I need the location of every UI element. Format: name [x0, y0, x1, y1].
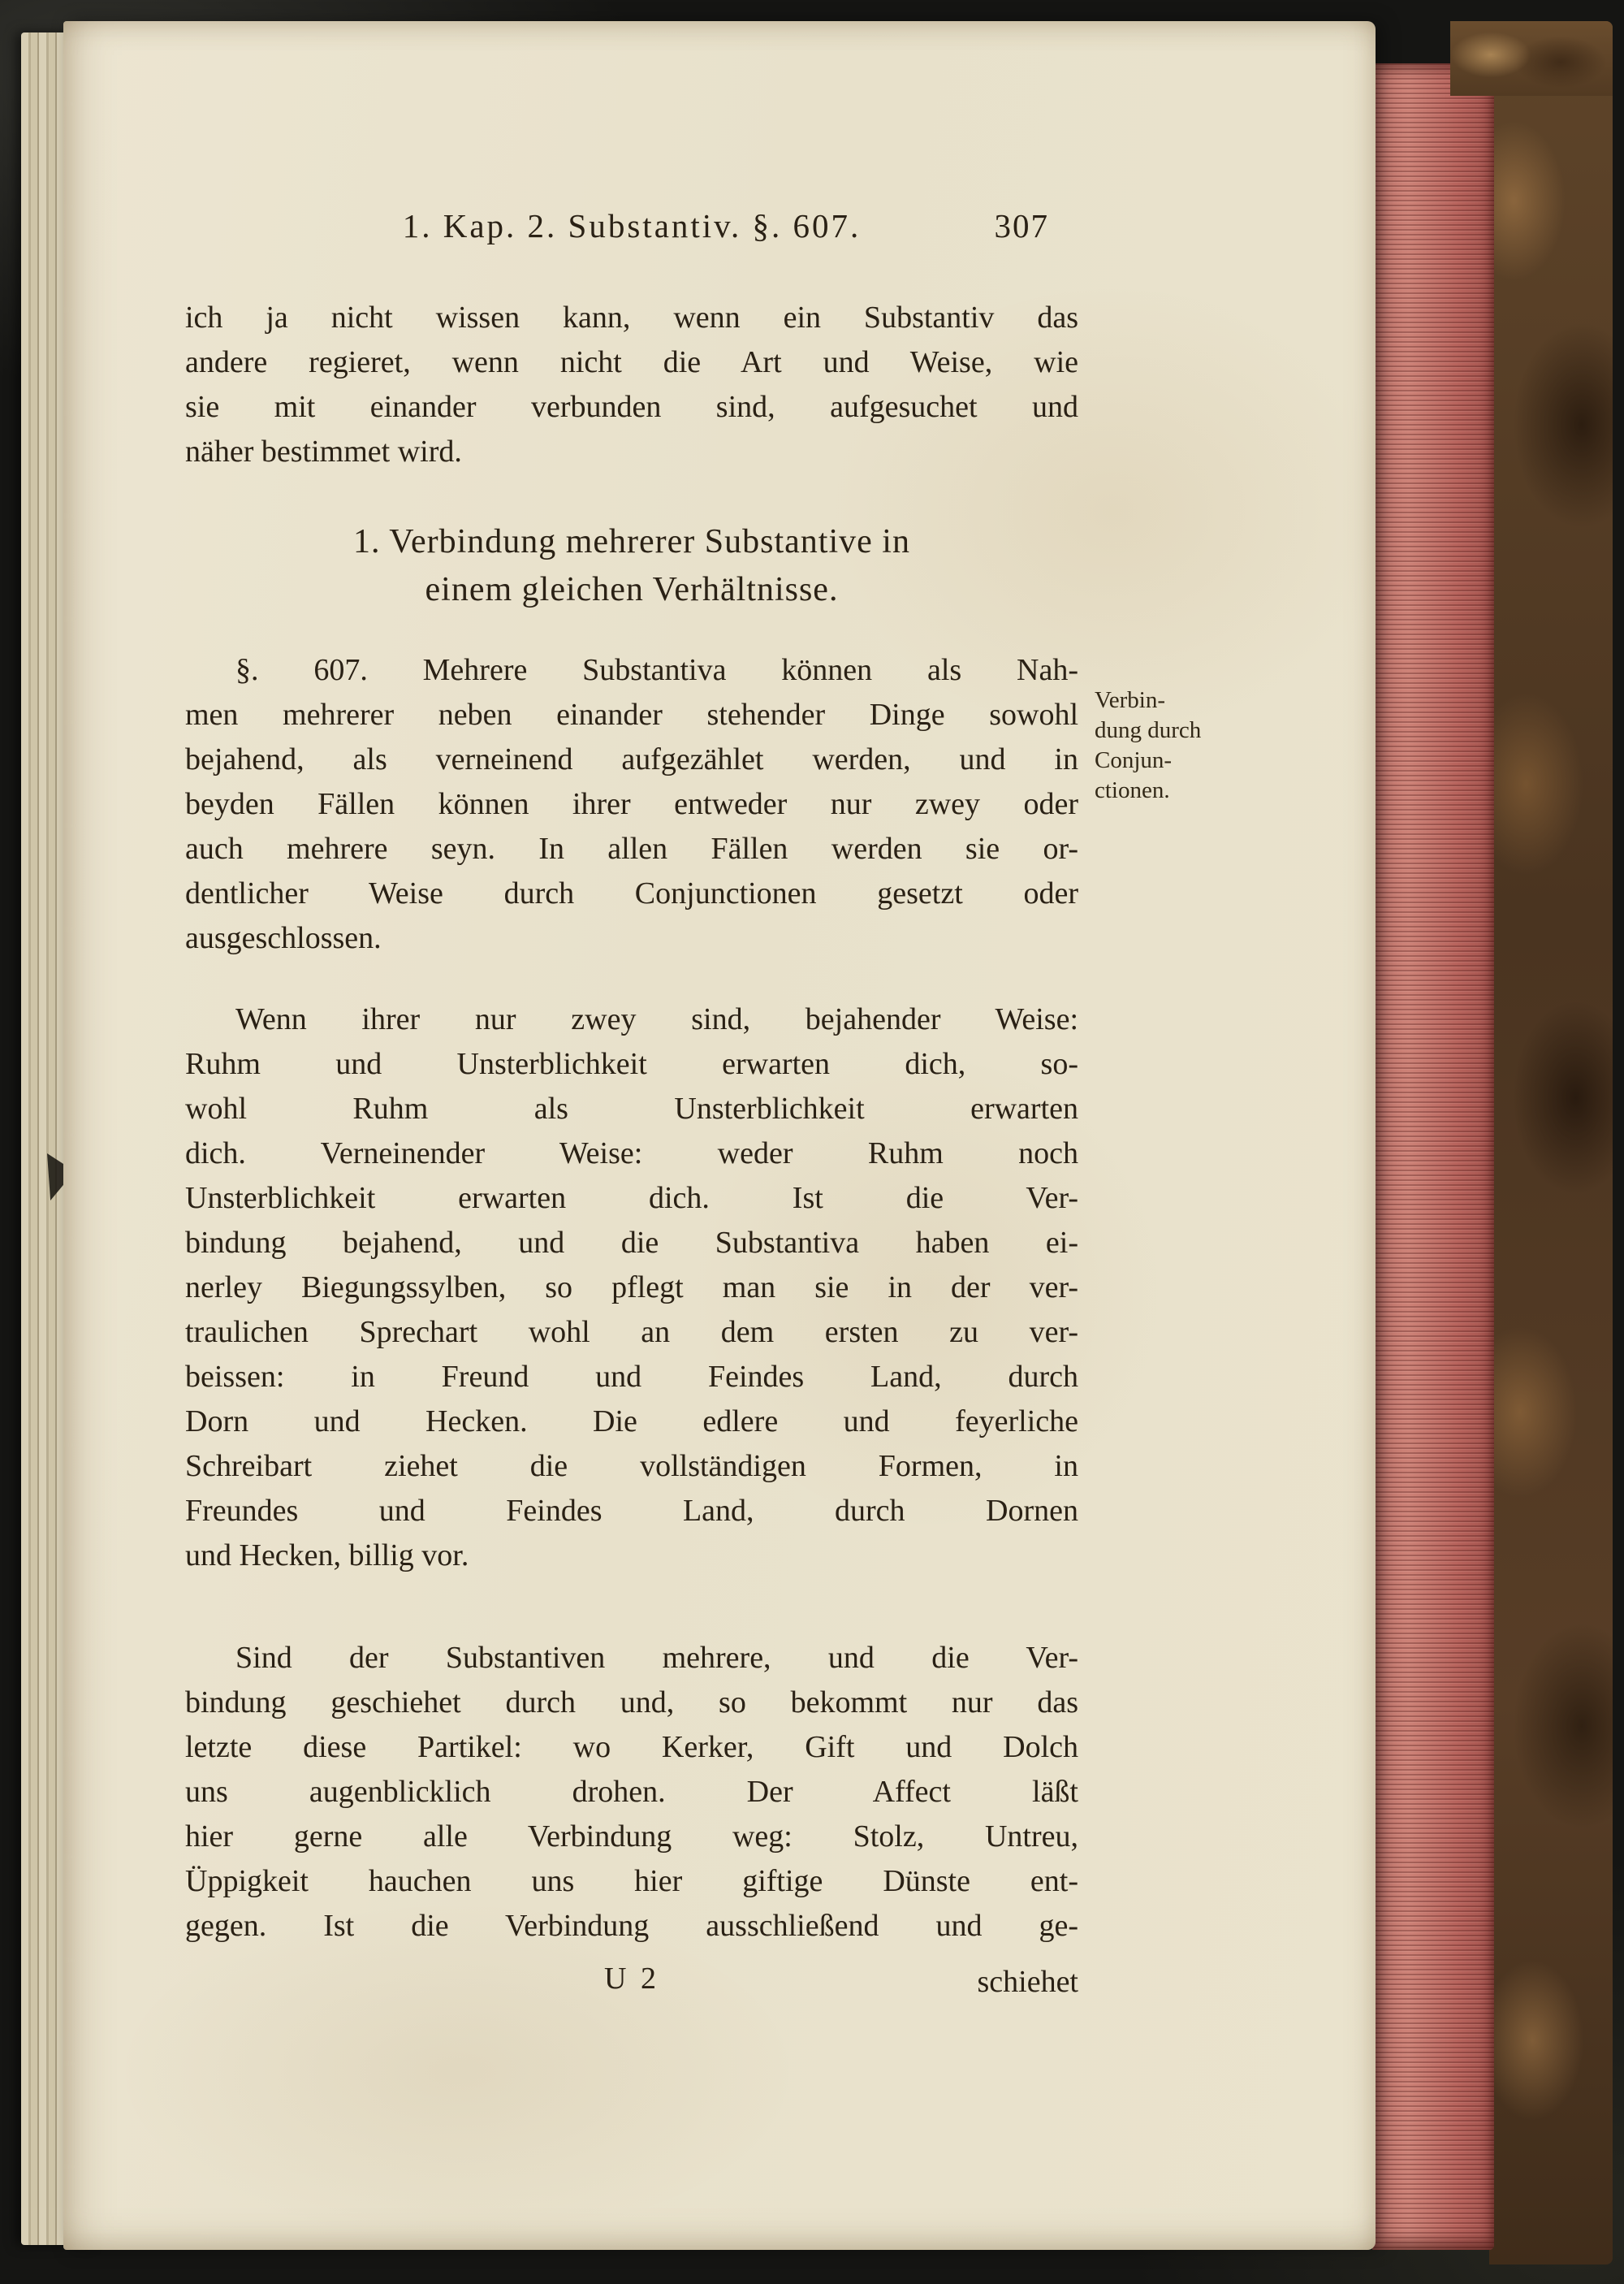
text-line: gegen. Ist die Verbindung ausschließend und ge-	[185, 1909, 1078, 1943]
text-line: Unsterblichkeit erwarten dich. Ist die Ver-	[185, 1181, 1078, 1215]
signature-mark: U 2	[604, 1962, 659, 1996]
text-line: Dorn und Hecken. Die edlere und feyerliche	[185, 1404, 1078, 1438]
signature-line	[185, 1961, 1078, 1999]
text-line: letzte diese Partikel: wo Kerker, Gift und Dolch	[185, 1730, 1078, 1764]
margin-note-line: Conjun-	[1095, 747, 1173, 773]
text-line: wohl Ruhm als Unsterblichkeit erwarten	[185, 1092, 1078, 1126]
text-line: traulichen Sprechart wohl an dem ersten zu ver-	[185, 1315, 1078, 1349]
text-line: ausgeschlossen.	[185, 921, 382, 955]
catchword: schiehet	[977, 1965, 1078, 1999]
text-line: dentlicher Weise durch Conjunctionen gesetzt oder	[185, 876, 1078, 911]
text-line: näher bestimmet wird.	[185, 435, 462, 469]
running-header	[185, 206, 1078, 245]
text-line: bindung geschiehet durch und, so bekommt nur das	[185, 1685, 1078, 1719]
paragraph-particles	[185, 1636, 1078, 1949]
text-line: auch mehrere seyn. In allen Fällen werden sie or-	[185, 832, 1078, 866]
text-line: dich. Verneinender Weise: weder Ruhm noch	[185, 1136, 1078, 1170]
paragraph-607	[185, 648, 1078, 961]
text-line: sie mit einander verbunden sind, aufgesuchet und	[185, 390, 1078, 424]
text-line: hier gerne alle Verbindung weg: Stolz, Untreu,	[185, 1819, 1078, 1854]
text-line: Wenn ihrer nur zwey sind, bejahender Weise:	[235, 1002, 1078, 1036]
chapter-header: 1. Kap. 2. Substantiv. §. 607.	[402, 207, 862, 244]
text-line: beissen: in Freund und Feindes Land, durch	[185, 1360, 1078, 1394]
heading-line: einem gleichen Verhältnisse.	[425, 571, 839, 608]
text-line: und Hecken, billig vor.	[185, 1538, 469, 1572]
marbled-corner	[1450, 21, 1613, 96]
section-heading	[185, 518, 1078, 614]
page-number: 307	[994, 207, 1049, 244]
text-line: andere regieret, wenn nicht die Art und Weise, wie	[185, 345, 1078, 379]
red-fore-edge	[1372, 63, 1494, 2250]
heading-line: 1. Verbindung mehrerer Substantive in	[353, 523, 910, 560]
text-line: bindung bejahend, und die Substantiva haben ei-	[185, 1226, 1078, 1260]
paragraph-examples	[185, 997, 1078, 1578]
text-line: men mehrerer neben einander stehender Dinge sowohl	[185, 698, 1078, 732]
text-line: Sind der Substantiven mehrere, und die Ver-	[235, 1641, 1078, 1675]
text-line: §. 607. Mehrere Substantiva können als Nah-	[235, 653, 1078, 687]
paragraph-intro	[185, 296, 1078, 474]
text-line: uns augenblicklich drohen. Der Affect läßt	[185, 1775, 1078, 1809]
text-line: beyden Fällen können ihrer entweder nur zwey oder	[185, 787, 1078, 821]
text-line: Üppigkeit hauchen uns hier giftige Dünste ent-	[185, 1864, 1078, 1898]
margin-note-line: dung durch	[1095, 717, 1202, 743]
text-line: ich ja nicht wissen kann, wenn ein Substantiv das	[185, 301, 1078, 335]
text-line: Schreibart ziehet die vollständigen Formen, in	[185, 1449, 1078, 1483]
margin-note-line: ctionen.	[1095, 777, 1170, 803]
text-line: Freundes und Feindes Land, durch Dornen	[185, 1494, 1078, 1528]
text-line: bejahend, als verneinend aufgezählet werden, und in	[185, 742, 1078, 776]
margin-note	[1095, 686, 1285, 806]
marbled-cover-edge	[1489, 21, 1613, 2265]
text-line: Ruhm und Unsterblichkeit erwarten dich, so-	[185, 1047, 1078, 1081]
book-page	[63, 21, 1376, 2250]
text-line: nerley Biegungssylben, so pflegt man sie in der ver-	[185, 1270, 1078, 1304]
margin-note-line: Verbin-	[1095, 687, 1165, 713]
